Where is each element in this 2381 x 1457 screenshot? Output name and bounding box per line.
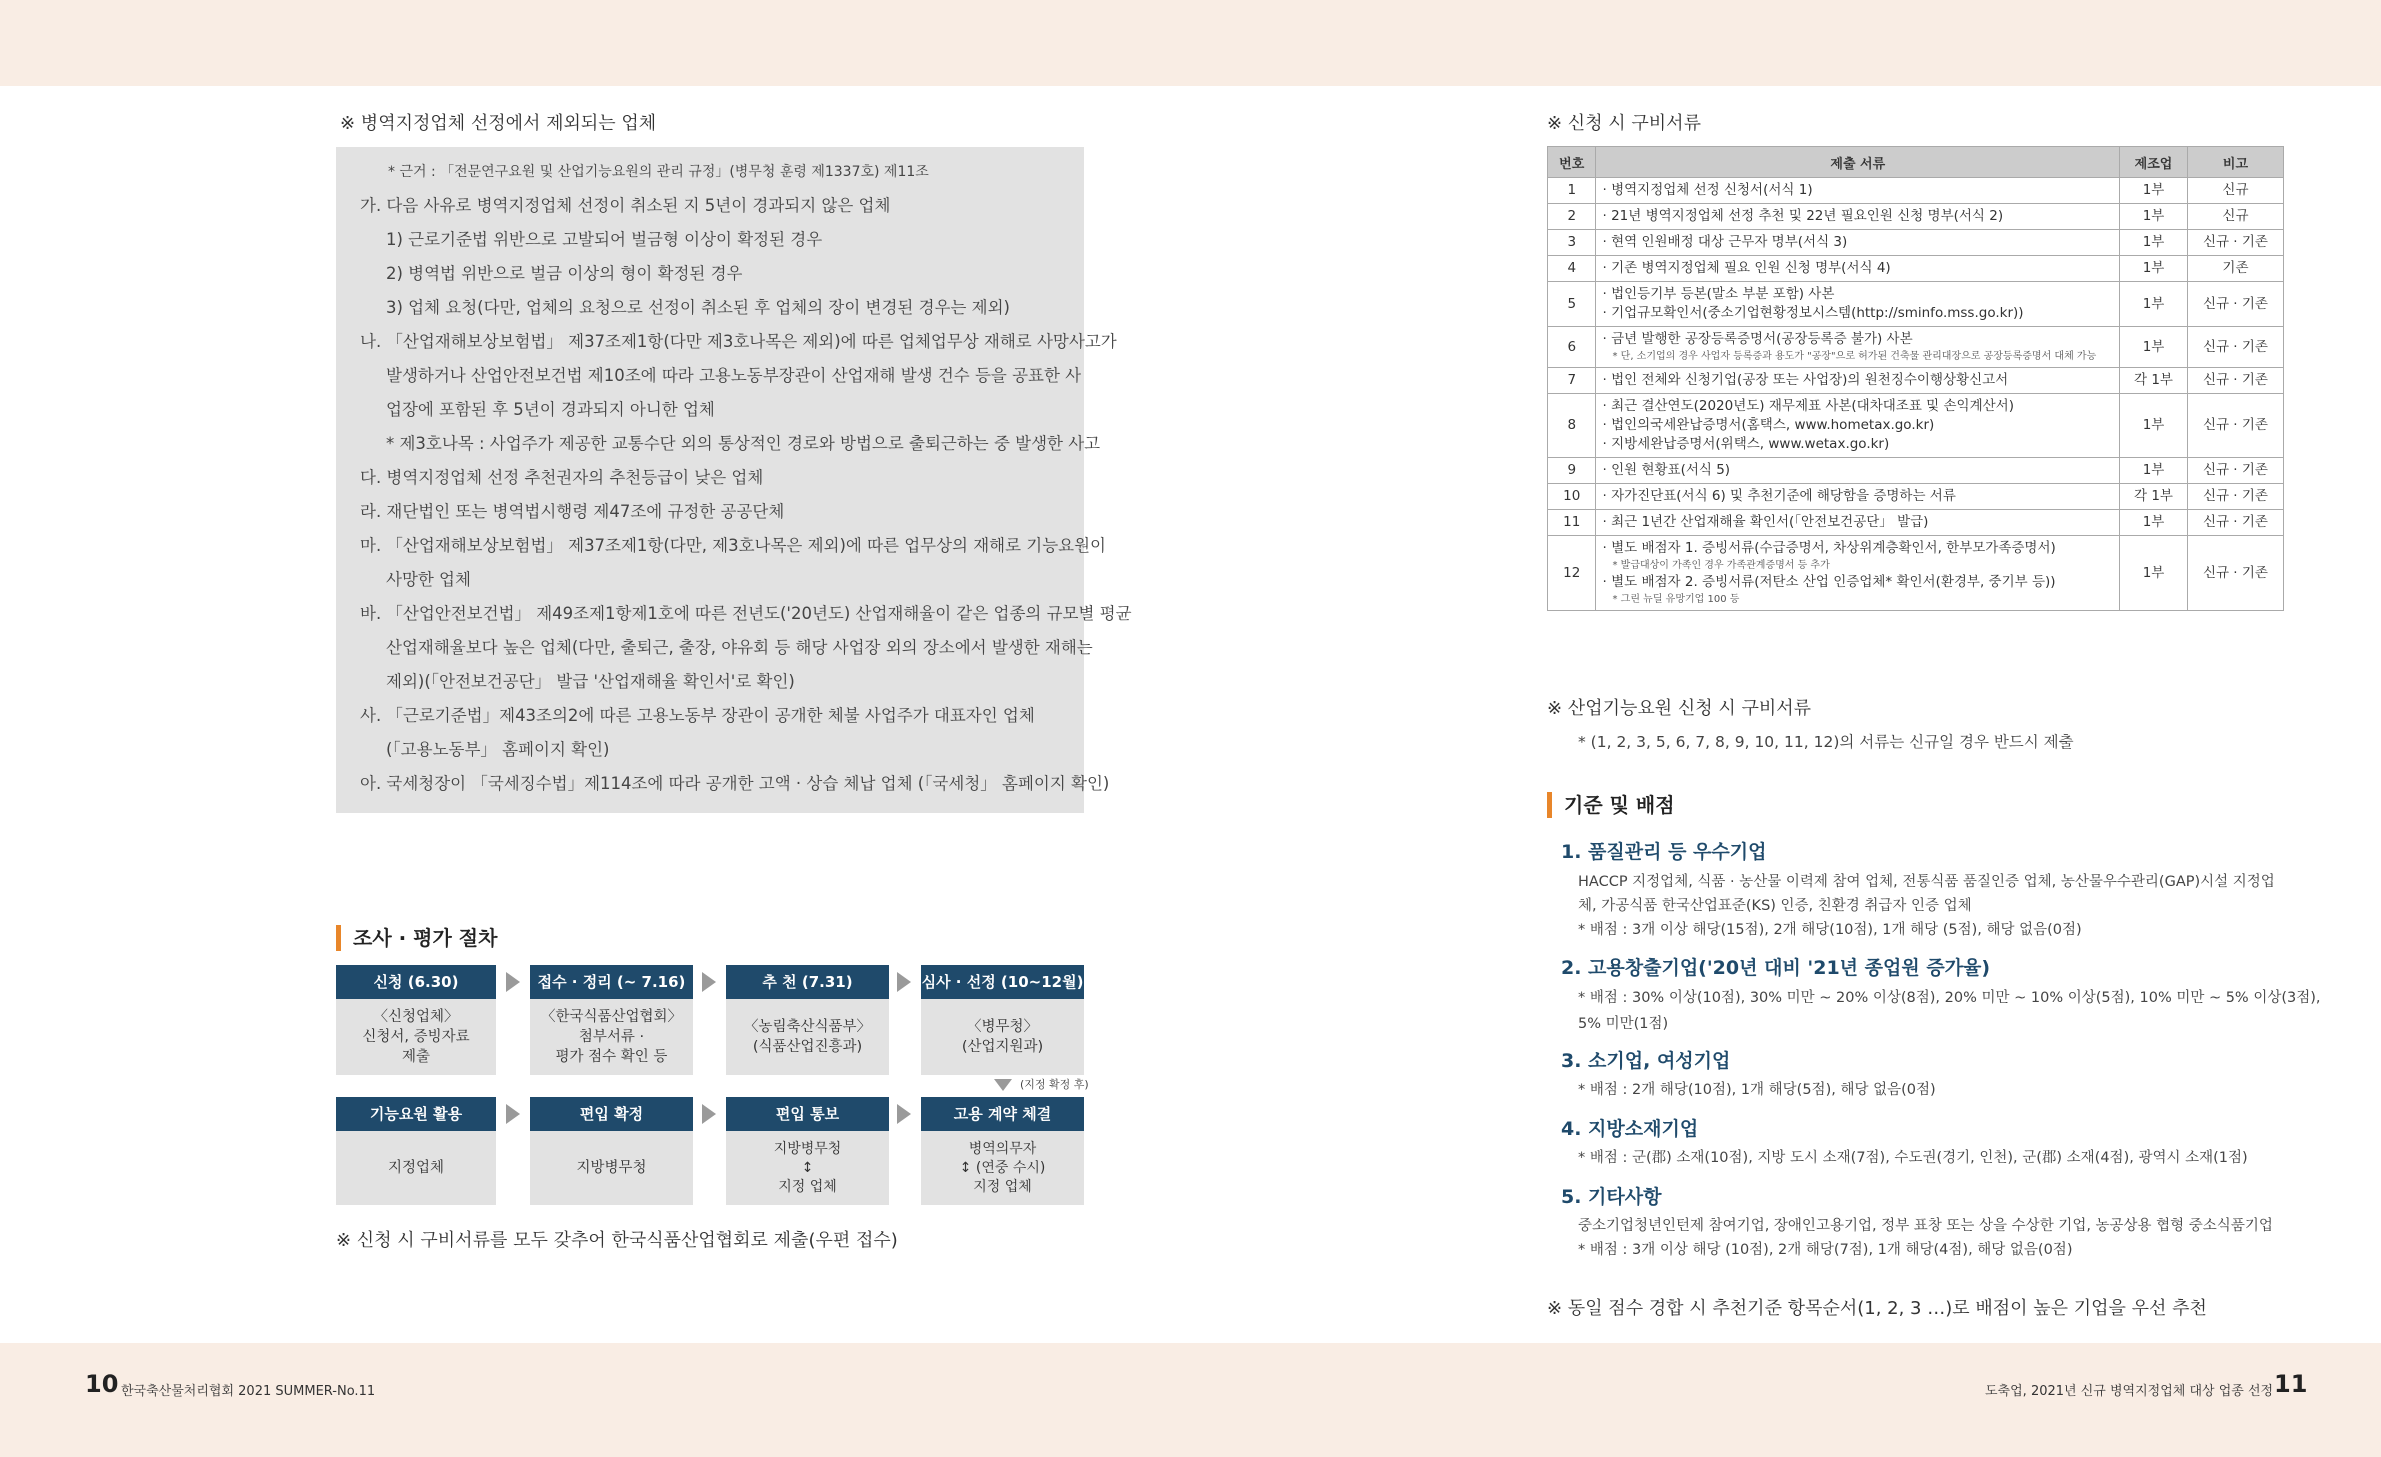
row-note: 신규 · 기존 xyxy=(2187,510,2283,536)
row-no: 3 xyxy=(1548,230,1596,256)
docs-title: ※ 신청 시 구비서류 xyxy=(1547,113,1701,134)
doc-item: · 최근 결산연도(2020년도) 재무제표 사본(대차대조표 및 손익계산서) xyxy=(1602,398,2014,414)
row-qty: 1부 xyxy=(2120,230,2188,256)
row-no: 1 xyxy=(1548,178,1596,204)
row-no: 7 xyxy=(1548,368,1596,394)
doc-item: · 최근 1년간 산업재해율 확인서(「안전보건공단」 발급) xyxy=(1602,514,1929,530)
row-note: 신규 · 기존 xyxy=(2187,230,2283,256)
exclusion-line: (「고용노동부」 홈페이지 확인) xyxy=(386,740,610,759)
row-qty: 1부 xyxy=(2120,204,2188,230)
exclusion-line: 업장에 포함된 후 5년이 경과되지 아니한 업체 xyxy=(386,400,715,419)
doc-item: · 별도 배점자 1. 증빙서류(수급증명서, 차상위계층확인서, 한부모가족증명서) xyxy=(1602,540,2056,556)
col-header: 비고 xyxy=(2187,147,2283,178)
step-notify-head: 편입 통보 xyxy=(726,1097,889,1131)
exclusion-line: 나. 「산업재해보상보험법」 제37조제1항(다만 제3호나목은 제외)에 따른 업체업무상 재해로 사망사고가 xyxy=(360,332,1117,351)
criteria-item-text: * 배점 : 30% 이상(10점), 30% 미만 ~ 20% 이상(8점), 20% 미만 ~ 10% 이상(5점), 10% 미만 ~ 5% 이상(3점), xyxy=(1578,990,2321,1006)
step-use-body: 지정업체 xyxy=(336,1131,496,1205)
footer-left-text: 한국축산물처리협회 2021 SUMMER-No.11 xyxy=(121,1384,376,1399)
step-notify-body: 지방병무청 ↕ 지정 업체 xyxy=(726,1131,889,1205)
row-no: 10 xyxy=(1548,484,1596,510)
row-no: 2 xyxy=(1548,204,1596,230)
row-qty: 1부 xyxy=(2120,327,2188,368)
table-row xyxy=(1548,368,2284,394)
col-header: 제조업 xyxy=(2120,147,2188,178)
row-note: 신규 · 기존 xyxy=(2187,484,2283,510)
row-note: 신규 · 기존 xyxy=(2187,368,2283,394)
exclusion-line: 가. 다음 사유로 병역지정업체 선정이 취소된 지 5년이 경과되지 않은 업체 xyxy=(360,196,891,215)
step-select-head: 심사 · 선정 (10~12월) xyxy=(921,965,1084,999)
criteria-item-title: 2. 고용창출기업('20년 대비 '21년 종업원 증가율) xyxy=(1561,957,1991,979)
row-no: 6 xyxy=(1548,327,1596,368)
doc-item: · 지방세완납증명서(위택스, www.wetax.go.kr) xyxy=(1602,436,1890,452)
exclusion-line: 다. 병역지정업체 선정 추천권자의 추천등급이 낮은 업체 xyxy=(360,468,764,487)
row-qty: 1부 xyxy=(2120,394,2188,458)
row-qty: 각 1부 xyxy=(2120,368,2188,394)
row-qty: 1부 xyxy=(2120,256,2188,282)
doc-item: · 병역지정업체 선정 신청서(서식 1) xyxy=(1602,182,1813,198)
step-select-body: 〈병무청〉 (산업지원과) xyxy=(921,999,1084,1075)
row-note: 기존 xyxy=(2187,256,2283,282)
arrow-icon xyxy=(506,972,520,992)
exclusion-line: 2) 병역법 위반으로 벌금 이상의 형이 확정된 경우 xyxy=(386,264,743,283)
row-no: 8 xyxy=(1548,394,1596,458)
row-qty: 1부 xyxy=(2120,510,2188,536)
step-recommend-head: 추 천 (7.31) xyxy=(726,965,889,999)
row-note: 신규 · 기존 xyxy=(2187,536,2283,611)
doc-footnote: * 발급대상이 가족인 경우 가족관계증명서 등 추가 xyxy=(1612,560,1830,571)
criteria-item-title: 3. 소기업, 여성기업 xyxy=(1561,1050,1731,1072)
doc-item: · 법인 전체와 신청기업(공장 또는 사업장)의 원천징수이행상황신고서 xyxy=(1602,372,2009,388)
exclusion-line: 사망한 업체 xyxy=(386,570,471,589)
row-no: 9 xyxy=(1548,458,1596,484)
process-title: 조사 · 평가 절차 xyxy=(336,925,497,951)
exclusion-line: 제외)(「안전보건공단」 발급 '산업재해율 확인서'로 확인) xyxy=(386,672,795,691)
row-note: 신규 · 기존 xyxy=(2187,394,2283,458)
exclusion-line: 산업재해율보다 높은 업체(다만, 출퇴근, 출장, 야유회 등 해당 사업장 외의 장소에서 발생한 재해는 xyxy=(386,638,1093,657)
exclusion-line: * 제3호나목 : 사업주가 제공한 교통수단 외의 통상적인 경로와 방법으로 출퇴근하는 중 발생한 사고 xyxy=(386,434,1101,453)
table-row xyxy=(1548,178,2284,204)
step-receive-body: 〈한국식품산업협회〉 첨부서류 · 평가 점수 확인 등 xyxy=(530,999,693,1075)
exclusion-line: 바. 「산업안전보건법」 제49조제1항제1호에 따른 전년도('20년도) 산업재해율이 같은 업종의 규모별 평균 xyxy=(360,604,1132,623)
arrow-icon xyxy=(897,972,911,992)
criteria-item-title: 4. 지방소재기업 xyxy=(1561,1118,1699,1140)
exclusion-line: 3) 업체 요청(다만, 업체의 요청으로 선정이 취소된 후 업체의 장이 변경된 경우는 제외) xyxy=(386,298,1010,317)
criteria-item-title: 5. 기타사항 xyxy=(1561,1186,1662,1208)
doc-item: · 별도 배점자 2. 증빙서류(저탄소 산업 인증업체* 확인서(환경부, 중기부 등)) xyxy=(1602,574,2056,590)
page-number-right: 11 xyxy=(2274,1370,2308,1398)
criteria-item-text: * 배점 : 3개 이상 해당 (10점), 2개 해당(7점), 1개 해당(4점), 해당 없음(0점) xyxy=(1578,1242,2073,1258)
row-no: 5 xyxy=(1548,282,1596,327)
down-arrow-icon xyxy=(994,1079,1012,1091)
exclusion-box xyxy=(336,147,1132,813)
row-note: 신규 xyxy=(2187,178,2283,204)
page-number-left: 10 xyxy=(85,1370,119,1398)
exclusion-basis: * 근거 : 「전문연구요원 및 산업기능요원의 관리 규정」(병무청 훈령 제1337호) 제11조 xyxy=(388,164,929,180)
footer-right-text: 도축업, 2021년 신규 병역지정업체 대상 업종 선정 xyxy=(1985,1384,2274,1399)
table-row xyxy=(1548,204,2284,230)
docs-table xyxy=(1547,146,2284,611)
arrow-icon xyxy=(702,972,716,992)
tie-note: ※ 동일 점수 경합 시 추천기준 항목순서(1, 2, 3 …)로 배점이 높은 기업을 우선 추천 xyxy=(1547,1298,2207,1319)
table-header-row xyxy=(1548,147,2284,178)
criteria-item-text: * 배점 : 3개 이상 해당(15점), 2개 해당(10점), 1개 해당 (5점), 해당 없음(0점) xyxy=(1578,922,2082,938)
row-note: 신규 · 기존 xyxy=(2187,327,2283,368)
doc-footnote: * 그린 뉴딜 유망기업 100 등 xyxy=(1612,594,1740,605)
doc-item: · 법인의국세완납증명서(홈택스, www.hometax.go.kr) xyxy=(1602,417,1935,433)
exclusion-line: 마. 「산업재해보상보험법」 제37조제1항(다만, 제3호나목은 제외)에 따른 업무상의 재해로 기능요원이 xyxy=(360,536,1106,555)
criteria-item-text: 5% 미만(1점) xyxy=(1578,1016,1669,1032)
doc-item: · 인원 현황표(서식 5) xyxy=(1602,462,1731,478)
skill-docs-note: * (1, 2, 3, 5, 6, 7, 8, 9, 10, 11, 12)의 서류는 신규일 경우 반드시 제출 xyxy=(1578,733,2074,751)
step-recommend-body: 〈농림축산식품부〉 (식품산업진흥과) xyxy=(726,999,889,1075)
skill-docs-title: ※ 산업기능요원 신청 시 구비서류 xyxy=(1547,698,1812,719)
criteria-item-text: * 배점 : 군(郡) 소재(10점), 지방 도시 소재(7점), 수도권(경기, 인천), 군(郡) 소재(4점), 광역시 소재(1점) xyxy=(1578,1150,2248,1166)
table-row xyxy=(1548,484,2284,510)
doc-item: · 자가진단표(서식 6) 및 추천기준에 해당함을 증명하는 서류 xyxy=(1602,488,1956,504)
table-row xyxy=(1548,256,2284,282)
row-qty: 1부 xyxy=(2120,536,2188,611)
criteria-item-text: HACCP 지정업체, 식품 · 농산물 이력제 참여 업체, 전통식품 품질인증 업체, 농산물우수관리(GAP)시설 지정업 xyxy=(1578,874,2275,890)
doc-footnote: * 단, 소기업의 경우 사업자 등록증과 용도가 "공장"으로 허가된 건축물 관리대장으로 공장등록증명서 대체 가능 xyxy=(1612,351,2097,362)
table-row xyxy=(1548,510,2284,536)
doc-item: · 현역 인원배정 대상 근무자 명부(서식 3) xyxy=(1602,234,1848,250)
criteria-item-text: * 배점 : 2개 해당(10점), 1개 해당(5점), 해당 없음(0점) xyxy=(1578,1082,1936,1098)
bottom-band xyxy=(0,1343,2381,1457)
exclusion-line: 아. 국세청장이 「국세징수법」제114조에 따라 공개한 고액 · 상습 체납 업체 (「국세청」 홈페이지 확인) xyxy=(360,774,1110,793)
exclusion-line: 1) 근로기준법 위반으로 고발되어 벌금형 이상이 확정된 경우 xyxy=(386,230,823,249)
step-apply-head: 신청 (6.30) xyxy=(336,965,496,999)
table-row xyxy=(1548,282,2284,327)
doc-item: · 법인등기부 등본(말소 부분 포함) 사본 xyxy=(1602,286,1835,302)
doc-item: · 21년 병역지정업체 선정 추천 및 22년 필요인원 신청 명부(서식 2) xyxy=(1602,208,2004,224)
step-contract-head: 고용 계약 체결 xyxy=(921,1097,1084,1131)
criteria-item-text: 체, 가공식품 한국산업표준(KS) 인증, 친환경 취급자 인증 업체 xyxy=(1578,898,1972,914)
table-row xyxy=(1548,327,2284,368)
top-band xyxy=(0,0,2381,86)
step-use-head: 기능요원 활용 xyxy=(336,1097,496,1131)
step-confirm-body: 지방병무청 xyxy=(530,1131,693,1205)
designation-note: (지정 확정 후) xyxy=(1020,1078,1089,1091)
criteria-title: 기준 및 배점 xyxy=(1547,792,1675,818)
row-qty: 1부 xyxy=(2120,458,2188,484)
col-header: 제출 서류 xyxy=(1596,147,2120,178)
col-header: 번호 xyxy=(1548,147,1596,178)
step-confirm-head: 편입 확정 xyxy=(530,1097,693,1131)
row-qty: 1부 xyxy=(2120,282,2188,327)
submit-note: ※ 신청 시 구비서류를 모두 갖추어 한국식품산업협회로 제출(우편 접수) xyxy=(336,1230,898,1251)
arrow-icon xyxy=(506,1104,520,1124)
step-contract-body: 병역의무자 ↕ (연중 수시) 지정 업체 xyxy=(921,1131,1084,1205)
table-row xyxy=(1548,230,2284,256)
exclusion-line: 발생하거나 산업안전보건법 제10조에 따라 고용노동부장관이 산업재해 발생 건수 등을 공표한 사 xyxy=(386,366,1082,385)
arrow-icon xyxy=(702,1104,716,1124)
step-receive-head: 접수 · 정리 (~ 7.16) xyxy=(530,965,693,999)
arrow-icon xyxy=(897,1104,911,1124)
doc-item: · 기존 병역지정업체 필요 인원 신청 명부(서식 4) xyxy=(1602,260,1891,276)
table-row xyxy=(1548,536,2284,611)
row-qty: 각 1부 xyxy=(2120,484,2188,510)
row-note: 신규 xyxy=(2187,204,2283,230)
criteria-item-title: 1. 품질관리 등 우수기업 xyxy=(1561,841,1767,863)
row-qty: 1부 xyxy=(2120,178,2188,204)
criteria-item-text: 중소기업청년인턴제 참여기업, 장애인고용기업, 정부 표창 또는 상을 수상한 기업, 농공상용 협형 중소식품기업 xyxy=(1578,1218,2273,1234)
row-note: 신규 · 기존 xyxy=(2187,458,2283,484)
row-no: 11 xyxy=(1548,510,1596,536)
doc-item: · 금년 발행한 공장등록증명서(공장등록증 불가) 사본 xyxy=(1602,331,1913,347)
doc-item: · 기업규모확인서(중소기업현황정보시스템(http://sminfo.mss.go.kr)) xyxy=(1602,305,2024,321)
table-row xyxy=(1548,394,2284,458)
exclusion-line: 라. 재단법인 또는 병역법시행령 제47조에 규정한 공공단체 xyxy=(360,502,785,521)
step-apply-body: 〈신청업체〉 신청서, 증빙자료 제출 xyxy=(336,999,496,1075)
row-note: 신규 · 기존 xyxy=(2187,282,2283,327)
row-no: 12 xyxy=(1548,536,1596,611)
exclusion-title: ※ 병역지정업체 선정에서 제외되는 업체 xyxy=(340,113,657,134)
row-no: 4 xyxy=(1548,256,1596,282)
exclusion-line: 사. 「근로기준법」제43조의2에 따른 고용노동부 장관이 공개한 체불 사업주가 대표자인 업체 xyxy=(360,706,1035,725)
table-row xyxy=(1548,458,2284,484)
